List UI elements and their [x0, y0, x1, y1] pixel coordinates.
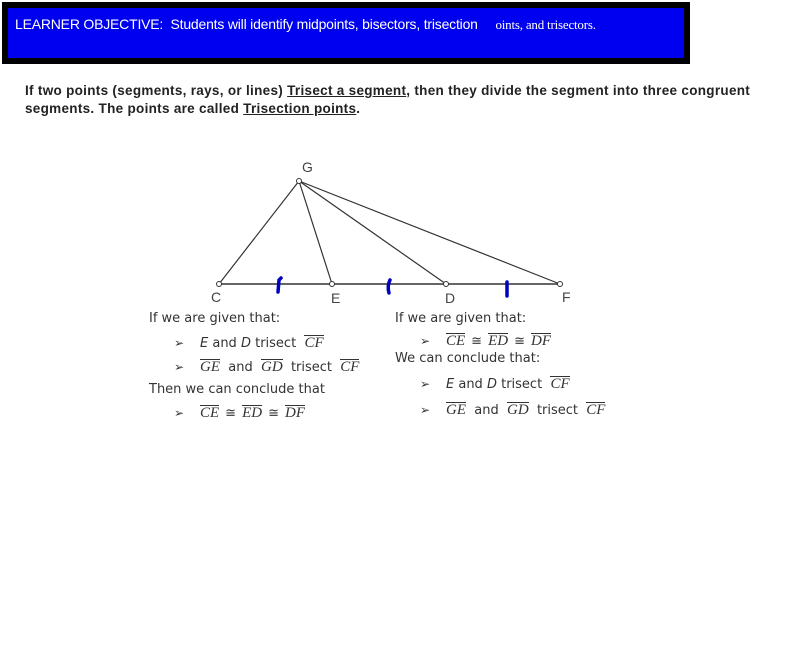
segment-df-label: DF	[530, 333, 551, 349]
segment-ge-label: GE	[446, 402, 466, 418]
right-given-item-1	[420, 333, 551, 349]
tick-mark-icon	[388, 280, 390, 293]
congruent-symbol: ≅	[225, 405, 237, 420]
segment-ce-label: CE	[200, 405, 220, 421]
left-given-item-2	[174, 359, 359, 375]
right-conclude-heading: We can conclude that:	[395, 351, 541, 366]
left-conclude-heading: Then we can conclude that	[149, 382, 325, 397]
arrow-bullet-icon: ➢	[420, 377, 431, 391]
segment-ge-label: GE	[200, 359, 220, 375]
and-text: and	[228, 360, 253, 375]
point-c-icon	[217, 282, 222, 287]
point-d-icon	[444, 282, 449, 287]
point-e: E	[446, 377, 455, 392]
trisect-text: trisect	[250, 336, 301, 351]
trisect-text: trisect	[536, 403, 579, 418]
arrow-bullet-icon: ➢	[174, 336, 185, 350]
and-text: and	[454, 377, 487, 392]
segment-cf-label: CF	[304, 335, 324, 351]
segment-ed-label: ED	[242, 405, 263, 421]
arrow-bullet-icon: ➢	[420, 403, 431, 417]
congruent-symbol: ≅	[471, 333, 483, 348]
right-given-heading: If we are given that:	[395, 311, 527, 326]
definition-text: .	[356, 101, 361, 116]
segment-gd	[299, 181, 446, 284]
segment-gd-label: GD	[507, 402, 529, 418]
point-g-icon	[297, 179, 302, 184]
term-trisection-points: Trisection points	[243, 101, 357, 116]
point-e-icon	[330, 282, 335, 287]
label-e: E	[331, 290, 341, 306]
label-f: F	[562, 289, 571, 305]
segment-gd-label: GD	[261, 359, 283, 375]
point-f-icon	[558, 282, 563, 287]
arrow-bullet-icon: ➢	[174, 406, 185, 420]
arrow-bullet-icon: ➢	[174, 360, 185, 374]
congruent-symbol: ≅	[514, 333, 525, 348]
and-text: and	[208, 336, 241, 351]
objective-tail: oints, and trisectors.	[495, 17, 596, 32]
segment-gc	[219, 181, 299, 284]
definition-text: If two points (segments, rays, or lines)	[25, 83, 288, 98]
and-text: and	[474, 403, 499, 418]
segment-cf-label: CF	[586, 402, 606, 418]
objective-label: LEARNER OBJECTIVE:	[15, 16, 164, 32]
label-d: D	[445, 290, 456, 306]
definition-text: , then they divide the segment into three congruent segments. The points are called	[25, 83, 751, 116]
segment-cf-label: CF	[550, 376, 570, 392]
label-g: G	[302, 159, 313, 175]
trisect-text: trisect	[496, 377, 547, 392]
arrow-bullet-icon: ➢	[420, 334, 431, 348]
left-given-item-1	[174, 335, 324, 351]
left-conclude-item-1	[174, 405, 305, 421]
point-e: E	[200, 336, 209, 351]
right-conclude-item-2	[420, 402, 605, 418]
right-conclude-item-1	[420, 376, 570, 392]
label-c: C	[211, 289, 222, 305]
point-d: D	[240, 336, 251, 351]
point-d: D	[486, 377, 497, 392]
congruent-symbol: ≅	[268, 405, 279, 420]
tick-mark-icon	[278, 278, 281, 292]
trisect-text: trisect	[290, 360, 333, 375]
segment-ce-label: CE	[446, 333, 466, 349]
term-trisect-segment: Trisect a segment	[287, 83, 407, 98]
segment-gf	[299, 181, 560, 284]
segment-cf-label: CF	[340, 359, 360, 375]
segment-ed-label: ED	[488, 333, 509, 349]
objective-body: Students will identify midpoints, bisectors, trisection	[170, 16, 478, 32]
segment-ge	[299, 181, 332, 284]
segment-df-label: DF	[284, 405, 305, 421]
left-given-heading: If we are given that:	[149, 311, 281, 326]
